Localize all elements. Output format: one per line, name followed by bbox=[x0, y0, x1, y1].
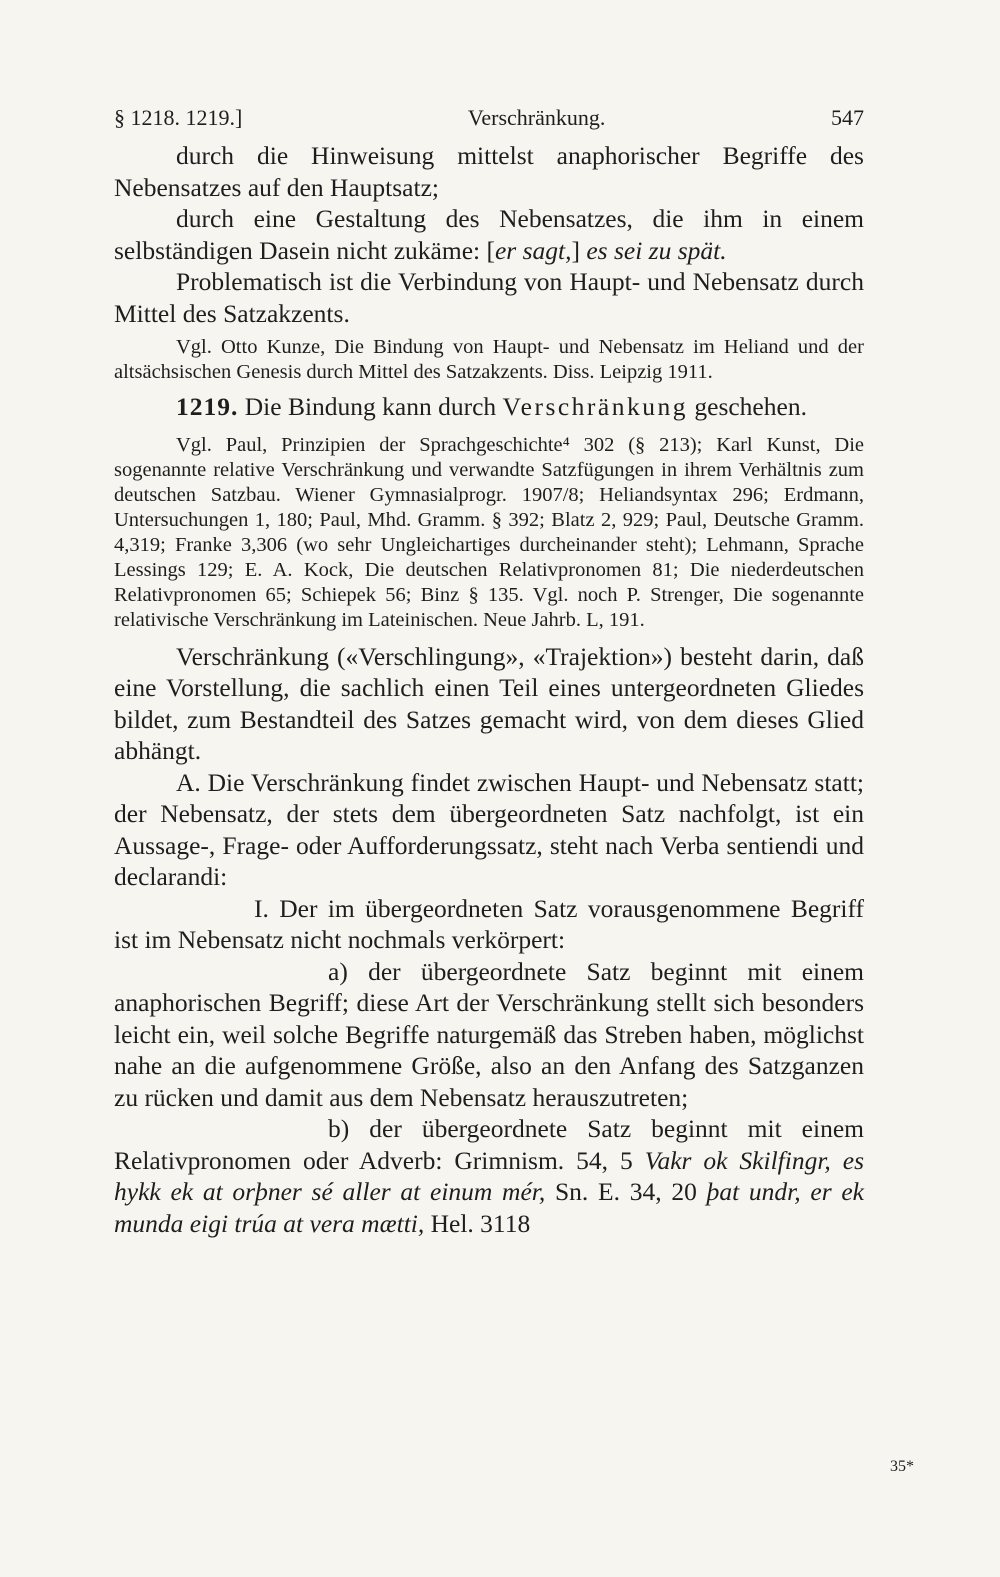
reference-paul bbox=[114, 433, 864, 633]
header-title: Verschränkung. bbox=[467, 105, 606, 130]
section-number: 1219. bbox=[176, 392, 239, 421]
page-number: 547 bbox=[830, 105, 864, 130]
paragraph-b-sub: b) der übergeordnete Satz beginnt mit einem Relativpronomen oder Adverb: Grimnism. 54, 5 Vakr ok Skilfingr, es hykk ek at orþner sé aller at einum mér, Sn. E. 34, 20 þat undr, er ek munda eigi trúa at vera mætti, Hel. 3118 bbox=[114, 1114, 864, 1238]
paragraph-a: A. Die Verschränkung findet zwischen Haupt- und Nebensatz statt; der Nebensatz, der stets dem übergeordneten Satz nachfolgt, ist ein Aussage-, Frage- oder Aufforderungssatz, steht nach Verba sentiendi und declarandi: bbox=[114, 767, 864, 891]
paragraph-a-sub: a) der übergeordnete Satz beginnt mit einem anaphorischen Begriff; diese Art der Verschränkung stellt sich besonders leicht ein, weil solche Begriffe naturgemäß das Streben haben, möglichst nahe an die aufgenommene Größe, also an den Anfang des Satzganzen zu rücken und damit aus dem Nebensatz herauszutreten; bbox=[114, 956, 864, 1112]
signature-mark: 35* bbox=[890, 1458, 914, 1475]
document-page bbox=[114, 96, 864, 1239]
paragraph-problematisch: Problematisch ist die Verbindung von Haupt- und Nebensatz durch Mittel des Satzakzents. bbox=[114, 267, 864, 328]
paragraph-hinweisung: durch die Hinweisung mittelst anaphorischer Begriffe des Nebensatzes auf den Hauptsatz; bbox=[114, 141, 864, 202]
main-paragraphs bbox=[114, 641, 864, 1240]
paragraph-gestaltung: durch eine Gestaltung des Nebensatzes, die ihm in einem selbständigen Dasein nicht zukäme: [er sagt,] es sei zu spät. bbox=[114, 204, 864, 265]
spaced-term: Verschränkung bbox=[502, 392, 688, 421]
intro-paragraphs bbox=[114, 140, 864, 329]
paragraph-definition: Verschränkung («Verschlingung», «Trajektion») besteht darin, daß eine Vorstellung, die sachlich einen Teil eines untergeordneten Gliedes bildet, zum Bestandteil des Satzes gemacht wird, von dem dieses Glied abhängt. bbox=[114, 641, 864, 765]
section-1219: 1219. Die Bindung kann durch Verschränkung geschehen. bbox=[176, 392, 807, 421]
running-header bbox=[114, 96, 864, 140]
reference-kunze bbox=[114, 335, 864, 385]
reference-text: Vgl. Paul, Prinzipien der Sprachgeschichte⁴ 302 (§ 213); Karl Kunst, Die sogenannte relative Verschränkung und verwandte Satzfügungen in ihrem Verhältnis zum deutschen Satzbau. Wiener Gymnasialprogr. 1907/8; Heliandsyntax 296; Erdmann, Untersuchungen 1, 180; Paul, Mhd. Gramm. § 392; Blatz 2, 929; Paul, Deutsche Gramm. 4,319; Franke 3,306 (wo sehr Ungleichartiges durcheinander steht); Lehmann, Sprache Lessings 129; E. A. Kock, Die deutschen Relativpronomen 81; Die niederdeutschen Relativpronomen 65; Schiepek 56; Binz § 135. Vgl. noch P. Strenger, Die sogenannte relativische Verschränkung im Lateinischen. Neue Jahrb. L, 191. bbox=[114, 433, 864, 631]
reference-text: Vgl. Otto Kunze, Die Bindung von Haupt- und Nebensatz im Heliand und der altsächsischen Genesis durch Mittel des Satzakzents. Diss. Leipzig 1911. bbox=[114, 336, 864, 383]
header-section-ref: § 1218. 1219.] bbox=[114, 105, 243, 130]
paragraph-i: I. Der im übergeordneten Satz vorausgenommene Begriff ist im Nebensatz nicht nochmals verkörpert: bbox=[114, 893, 864, 954]
